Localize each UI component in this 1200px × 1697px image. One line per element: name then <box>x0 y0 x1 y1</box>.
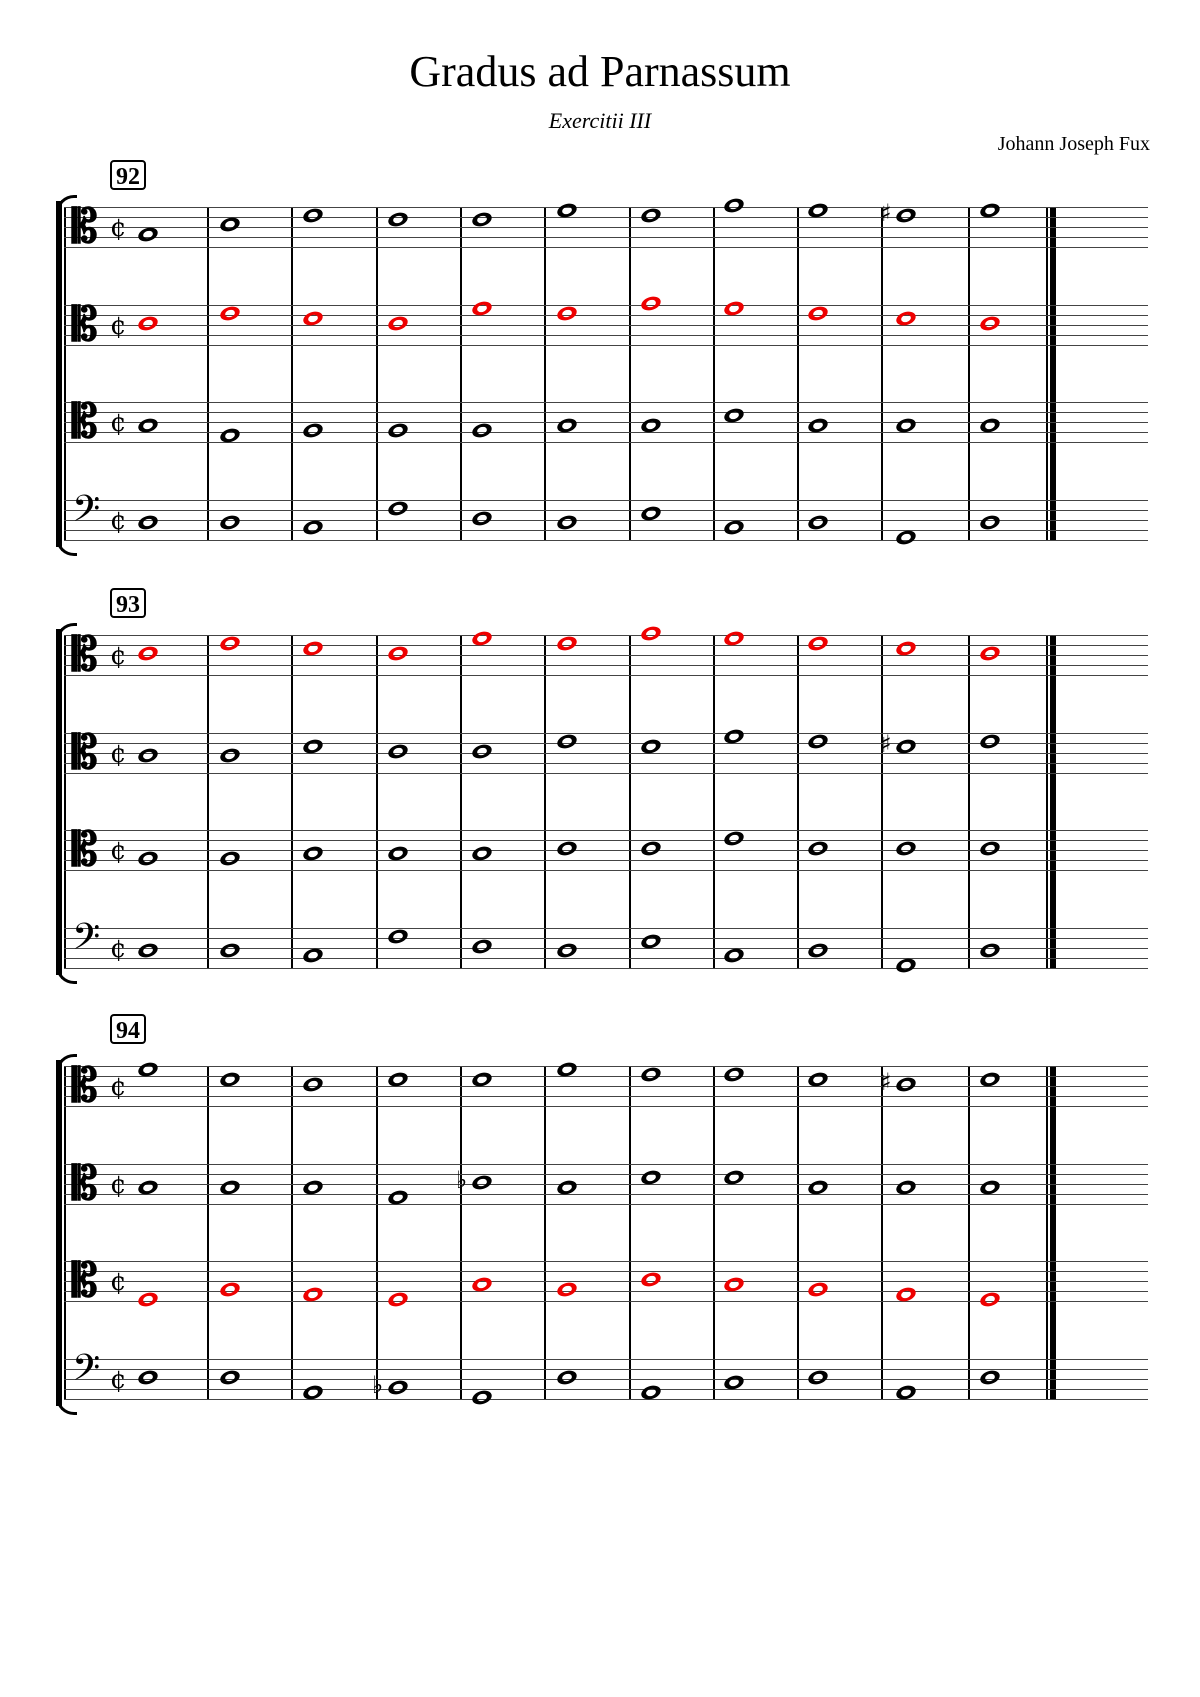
cut-time-icon: ¢ <box>110 739 127 769</box>
staff-2 <box>64 725 1148 779</box>
flat-icon: ♭ <box>456 1166 468 1194</box>
whole-note[interactable] <box>470 509 493 528</box>
whole-note[interactable] <box>301 206 324 225</box>
staff-line <box>64 635 1148 636</box>
barline <box>207 635 209 969</box>
whole-note[interactable] <box>806 1368 829 1387</box>
staff-line <box>64 763 1148 764</box>
staff-1 <box>64 627 1148 681</box>
staff-line <box>64 500 1148 501</box>
system-start-line <box>64 635 66 969</box>
barline <box>291 207 293 541</box>
whole-note[interactable] <box>806 839 829 858</box>
staff-line <box>64 870 1148 871</box>
staff-line <box>64 1096 1148 1097</box>
system-bracket <box>56 201 62 547</box>
staff-line <box>64 958 1148 959</box>
whole-note[interactable] <box>136 513 159 532</box>
bass-f-clef-icon: 𝄢 <box>72 488 101 539</box>
whole-note[interactable] <box>806 513 829 532</box>
staff-line <box>64 402 1148 403</box>
staff-line <box>64 1389 1148 1390</box>
staff-3 <box>64 822 1148 876</box>
staff-line <box>64 938 1148 939</box>
staff-line <box>64 1174 1148 1175</box>
final-barline-thin <box>1046 1066 1048 1400</box>
composer-name: Johann Joseph Fux <box>997 133 1150 155</box>
system-start-line <box>64 1066 66 1400</box>
system-start-line <box>64 207 66 541</box>
whole-note[interactable] <box>806 1280 829 1299</box>
final-barline-thick <box>1050 207 1056 541</box>
whole-note[interactable] <box>386 210 409 229</box>
barline <box>968 635 970 969</box>
staff-line <box>64 665 1148 666</box>
tenor-c-clef-icon: 𝄡 <box>72 822 98 876</box>
staff-line <box>64 335 1148 336</box>
system-93 <box>0 588 1200 1008</box>
cut-time-icon: ¢ <box>110 836 127 866</box>
cut-time-icon: ¢ <box>110 934 127 964</box>
whole-note[interactable] <box>136 941 159 960</box>
whole-note[interactable] <box>806 304 829 323</box>
sharp-icon: ♯ <box>880 1068 892 1096</box>
cut-time-icon: ¢ <box>110 641 127 671</box>
cut-time-icon: ¢ <box>110 1170 127 1200</box>
system-bracket <box>56 1060 62 1406</box>
whole-note[interactable] <box>386 927 409 946</box>
staff-line <box>64 675 1148 676</box>
staff-line <box>64 1399 1148 1400</box>
whole-note[interactable] <box>386 644 409 663</box>
staff-line <box>64 1369 1148 1370</box>
whole-note[interactable] <box>136 1368 159 1387</box>
whole-note[interactable] <box>555 513 578 532</box>
barline <box>713 207 715 541</box>
staff-line <box>64 1164 1148 1165</box>
staff-line <box>64 305 1148 306</box>
whole-note[interactable] <box>136 644 159 663</box>
barline <box>713 1066 715 1400</box>
whole-note[interactable] <box>555 839 578 858</box>
final-barline-thick <box>1050 1066 1056 1400</box>
staff-line <box>64 247 1148 248</box>
whole-note[interactable] <box>386 742 409 761</box>
whole-note[interactable] <box>136 849 159 868</box>
staff-line <box>64 1106 1148 1107</box>
staff-line <box>64 840 1148 841</box>
whole-note[interactable] <box>555 941 578 960</box>
tenor-c-clef-icon: 𝄡 <box>72 394 98 448</box>
final-barline-thin <box>1046 635 1048 969</box>
barline <box>291 1066 293 1400</box>
whole-note[interactable] <box>301 1075 324 1094</box>
whole-note[interactable] <box>639 839 662 858</box>
staff-line <box>64 237 1148 238</box>
staff-line <box>64 1281 1148 1282</box>
whole-note[interactable] <box>555 304 578 323</box>
final-barline-thin <box>1046 207 1048 541</box>
system-94 <box>0 1014 1200 1434</box>
cut-time-icon: ¢ <box>110 1365 127 1395</box>
sharp-icon: ♯ <box>880 199 892 227</box>
whole-note[interactable] <box>978 314 1001 333</box>
page-title: Gradus ad Parnassum <box>409 47 791 96</box>
staff-line <box>64 1066 1148 1067</box>
staff-3 <box>64 394 1148 448</box>
whole-note[interactable] <box>218 634 241 653</box>
bass-f-clef-icon: 𝄢 <box>72 1347 101 1398</box>
barline <box>629 635 631 969</box>
whole-note[interactable] <box>386 314 409 333</box>
cut-time-icon: ¢ <box>110 213 127 243</box>
whole-note[interactable] <box>470 742 493 761</box>
barline <box>968 207 970 541</box>
barline <box>629 207 631 541</box>
whole-note[interactable] <box>218 304 241 323</box>
barline <box>376 1066 378 1400</box>
whole-note[interactable] <box>218 1280 241 1299</box>
whole-note[interactable] <box>639 1270 662 1289</box>
whole-note[interactable] <box>978 732 1001 751</box>
whole-note[interactable] <box>894 206 917 225</box>
barline <box>629 1066 631 1400</box>
staff-line <box>64 530 1148 531</box>
barline <box>797 207 799 541</box>
alto-c-clef-icon: 𝄡 <box>72 1156 98 1210</box>
system-92 <box>0 160 1200 580</box>
whole-note[interactable] <box>386 421 409 440</box>
whole-note[interactable] <box>386 1290 409 1309</box>
whole-note[interactable] <box>136 1290 159 1309</box>
whole-note[interactable] <box>639 624 662 643</box>
staff-4 <box>64 916 1148 969</box>
staff-4 <box>64 488 1148 541</box>
barline <box>291 635 293 969</box>
staff-line <box>64 1359 1148 1360</box>
whole-note[interactable] <box>218 513 241 532</box>
staff-2 <box>64 1156 1148 1210</box>
rehearsal-mark: 93 <box>110 588 146 618</box>
cut-time-icon: ¢ <box>110 408 127 438</box>
barline <box>460 635 462 969</box>
page-subtitle: Exercitii III <box>548 108 652 133</box>
whole-note[interactable] <box>555 1368 578 1387</box>
whole-note[interactable] <box>806 634 829 653</box>
cut-time-icon: ¢ <box>110 1072 127 1102</box>
staff-line <box>64 510 1148 511</box>
barline <box>376 207 378 541</box>
whole-note[interactable] <box>894 839 917 858</box>
barline <box>968 1066 970 1400</box>
whole-note[interactable] <box>136 314 159 333</box>
barline <box>797 635 799 969</box>
tenor-c-clef-icon: 𝄡 <box>72 1253 98 1307</box>
alto-c-clef-icon: 𝄡 <box>72 1058 98 1112</box>
whole-note[interactable] <box>978 1290 1001 1309</box>
cut-time-icon: ¢ <box>110 311 127 341</box>
staff-line <box>64 540 1148 541</box>
sharp-icon: ♯ <box>880 730 892 758</box>
whole-note[interactable] <box>722 829 745 848</box>
whole-note[interactable] <box>470 937 493 956</box>
whole-note[interactable] <box>639 294 662 313</box>
barline <box>460 207 462 541</box>
barline <box>881 1066 883 1400</box>
staff-line <box>64 733 1148 734</box>
staff-line <box>64 1261 1148 1262</box>
whole-note[interactable] <box>639 206 662 225</box>
barline <box>544 207 546 541</box>
whole-note[interactable] <box>722 196 745 215</box>
whole-note[interactable] <box>218 941 241 960</box>
whole-note[interactable] <box>894 1075 917 1094</box>
whole-note[interactable] <box>978 1368 1001 1387</box>
staff-3 <box>64 1253 1148 1307</box>
cut-time-icon: ¢ <box>110 1267 127 1297</box>
barline <box>797 1066 799 1400</box>
whole-note[interactable] <box>555 732 578 751</box>
whole-note[interactable] <box>470 1173 493 1192</box>
staff-line <box>64 928 1148 929</box>
barline <box>376 635 378 969</box>
whole-note[interactable] <box>301 421 324 440</box>
rehearsal-mark: 92 <box>110 160 146 190</box>
staff-line <box>64 412 1148 413</box>
staff-line <box>64 1204 1148 1205</box>
barline <box>713 635 715 969</box>
whole-note[interactable] <box>978 644 1001 663</box>
alto-c-clef-icon: 𝄡 <box>72 297 98 351</box>
alto-c-clef-icon: 𝄡 <box>72 627 98 681</box>
whole-note[interactable] <box>218 849 241 868</box>
whole-note[interactable] <box>722 1065 745 1084</box>
whole-note[interactable] <box>555 1280 578 1299</box>
staff-line <box>64 968 1148 969</box>
barline <box>544 1066 546 1400</box>
whole-note[interactable] <box>806 732 829 751</box>
whole-note[interactable] <box>470 1388 493 1407</box>
staff-1 <box>64 1058 1148 1112</box>
staff-2 <box>64 297 1148 351</box>
whole-note[interactable] <box>639 1065 662 1084</box>
whole-note[interactable] <box>978 513 1001 532</box>
staff-line <box>64 1271 1148 1272</box>
barline <box>460 1066 462 1400</box>
alto-c-clef-icon: 𝄡 <box>72 725 98 779</box>
staff-line <box>64 830 1148 831</box>
rehearsal-mark: 94 <box>110 1014 146 1044</box>
final-barline-thick <box>1050 635 1056 969</box>
whole-note[interactable] <box>470 210 493 229</box>
whole-note[interactable] <box>136 746 159 765</box>
staff-line <box>64 773 1148 774</box>
system-bracket <box>56 629 62 975</box>
whole-note[interactable] <box>470 421 493 440</box>
barline <box>881 635 883 969</box>
whole-note[interactable] <box>218 1368 241 1387</box>
barline <box>544 635 546 969</box>
whole-note[interactable] <box>978 941 1001 960</box>
cut-time-icon: ¢ <box>110 506 127 536</box>
barline <box>207 1066 209 1400</box>
whole-note[interactable] <box>386 499 409 518</box>
flat-icon: ♭ <box>372 1371 384 1399</box>
whole-note[interactable] <box>386 1378 409 1397</box>
barline <box>881 207 883 541</box>
whole-note[interactable] <box>218 746 241 765</box>
staff-1 <box>64 199 1148 253</box>
whole-note[interactable] <box>555 634 578 653</box>
barline <box>207 207 209 541</box>
whole-note[interactable] <box>978 839 1001 858</box>
bass-f-clef-icon: 𝄢 <box>72 916 101 967</box>
staff-line <box>64 345 1148 346</box>
staff-4 <box>64 1347 1148 1400</box>
alto-c-clef-icon: 𝄡 <box>72 199 98 253</box>
whole-note[interactable] <box>806 941 829 960</box>
